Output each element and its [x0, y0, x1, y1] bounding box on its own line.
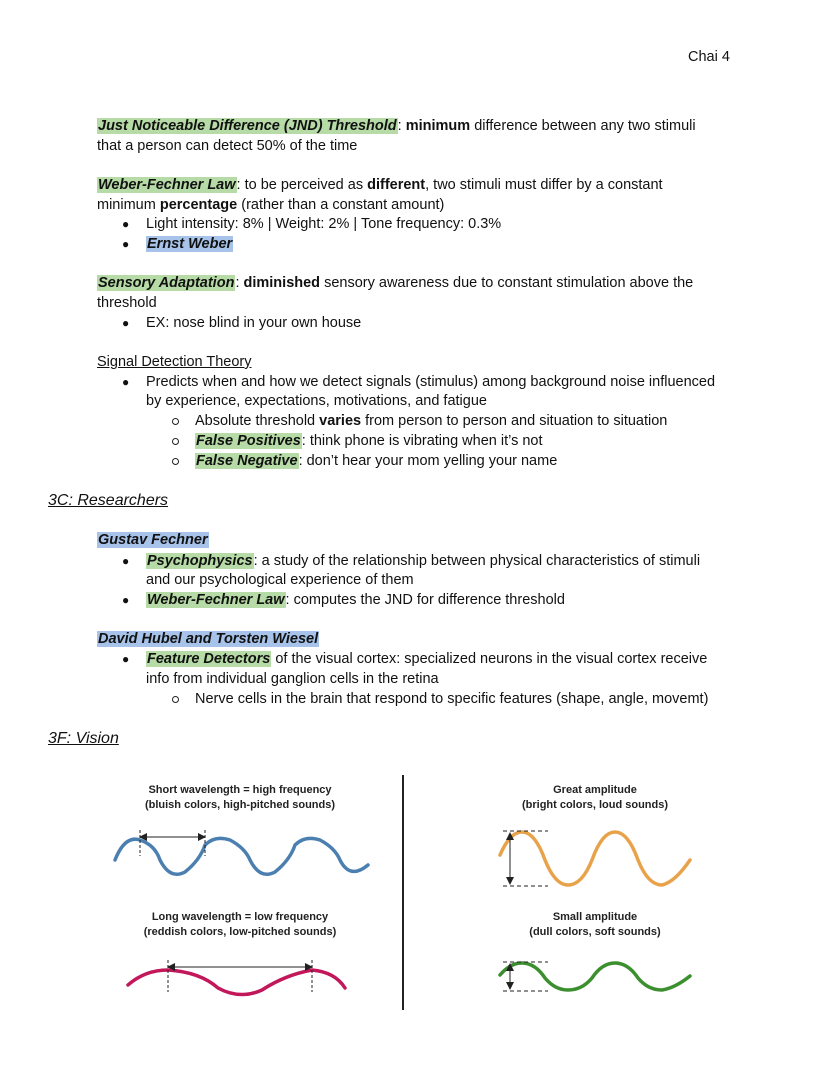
- sdt-title: Signal Detection Theory: [97, 354, 252, 370]
- sub-list-item: Nerve cells in the brain that respond to specific features (shape, angle, movemt): [195, 691, 709, 707]
- caption-great-amplitude: Great amplitude (bright colors, loud sounds): [521, 784, 669, 811]
- sub-bullet-circle: [172, 458, 179, 465]
- adaptation-definition: Sensory Adaptation: diminished sensory awareness due to constant stimulation above the: [98, 275, 694, 291]
- section-heading-vision: 3F: Vision: [48, 730, 119, 747]
- sub-list-item: False Negative: don’t hear your mom yelling your name: [196, 453, 558, 469]
- bullet-dot: ●: [122, 217, 130, 231]
- great-amplitude-wave: [500, 832, 690, 885]
- sub-bullet-circle: [172, 418, 179, 425]
- section-heading-researchers: 3C: Researchers: [48, 492, 169, 509]
- list-item: Weber-Fechner Law: computes the JND for difference threshold: [147, 592, 565, 608]
- bullet-dot: ●: [122, 554, 130, 568]
- bullet-dot: ●: [122, 652, 130, 666]
- list-item: Light intensity: 8% | Weight: 2% | Tone frequency: 0.3%: [146, 216, 502, 232]
- caption-small-amplitude: Small amplitude (dull colors, soft sounds): [529, 911, 661, 938]
- jnd-term: Just Noticeable Difference (JND) Threshold: [98, 118, 397, 134]
- sub-list-item: Absolute threshold varies from person to person and situation to situation: [195, 413, 668, 429]
- weber-definition: Weber-Fechner Law: to be perceived as different, two stimuli must differ by a constant: [98, 177, 663, 193]
- wave-diagram: [0, 760, 828, 1030]
- list-item: Predicts when and how we detect signals (stimulus) among background noise influenced: [146, 374, 716, 390]
- list-item: Psychophysics: a study of the relationship between physical characteristics of stimuli: [147, 553, 701, 569]
- list-item: EX: nose blind in your own house: [146, 315, 362, 331]
- researcher-name: David Hubel and Torsten Wiesel: [98, 631, 319, 647]
- list-item-line2: info from individual ganglion cells in the retina: [146, 671, 439, 687]
- bullet-dot: ●: [122, 593, 130, 607]
- jnd-definition-line2: that a person can detect 50% of the time: [97, 138, 358, 154]
- adaptation-term: Sensory Adaptation: [98, 275, 235, 291]
- sub-bullet-circle: [172, 696, 179, 703]
- sub-list-item: False Positives: think phone is vibrating when it’s not: [196, 433, 543, 449]
- researcher-name: Gustav Fechner: [98, 532, 208, 548]
- list-item-line2: by experience, expectations, motivations, and fatigue: [146, 393, 487, 409]
- list-item: Feature Detectors of the visual cortex: specialized neurons in the visual cortex receive: [147, 651, 708, 667]
- bullet-dot: ●: [122, 237, 130, 251]
- bullet-dot: ●: [122, 316, 130, 330]
- list-item: Ernst Weber: [147, 236, 233, 252]
- weber-term: Weber-Fechner Law: [98, 177, 236, 193]
- adaptation-definition-line2: threshold: [97, 295, 157, 311]
- jnd-definition: Just Noticeable Difference (JND) Threshold: minimum difference between any two stimuli: [98, 118, 696, 134]
- small-amplitude-wave: [500, 963, 690, 990]
- weber-definition-line2: minimum percentage (rather than a constant amount): [97, 197, 445, 213]
- sub-bullet-circle: [172, 438, 179, 445]
- caption-long-wavelength: Long wavelength = low frequency (reddish colors, low-pitched sounds): [143, 911, 337, 938]
- caption-short-wavelength: Short wavelength = high frequency (bluish colors, high-pitched sounds): [144, 784, 336, 811]
- bullet-dot: ●: [122, 375, 130, 389]
- list-item-line2: and our psychological experience of them: [146, 572, 414, 588]
- page-label: Chai 4: [688, 49, 730, 65]
- short-wavelength-wave: [115, 838, 368, 874]
